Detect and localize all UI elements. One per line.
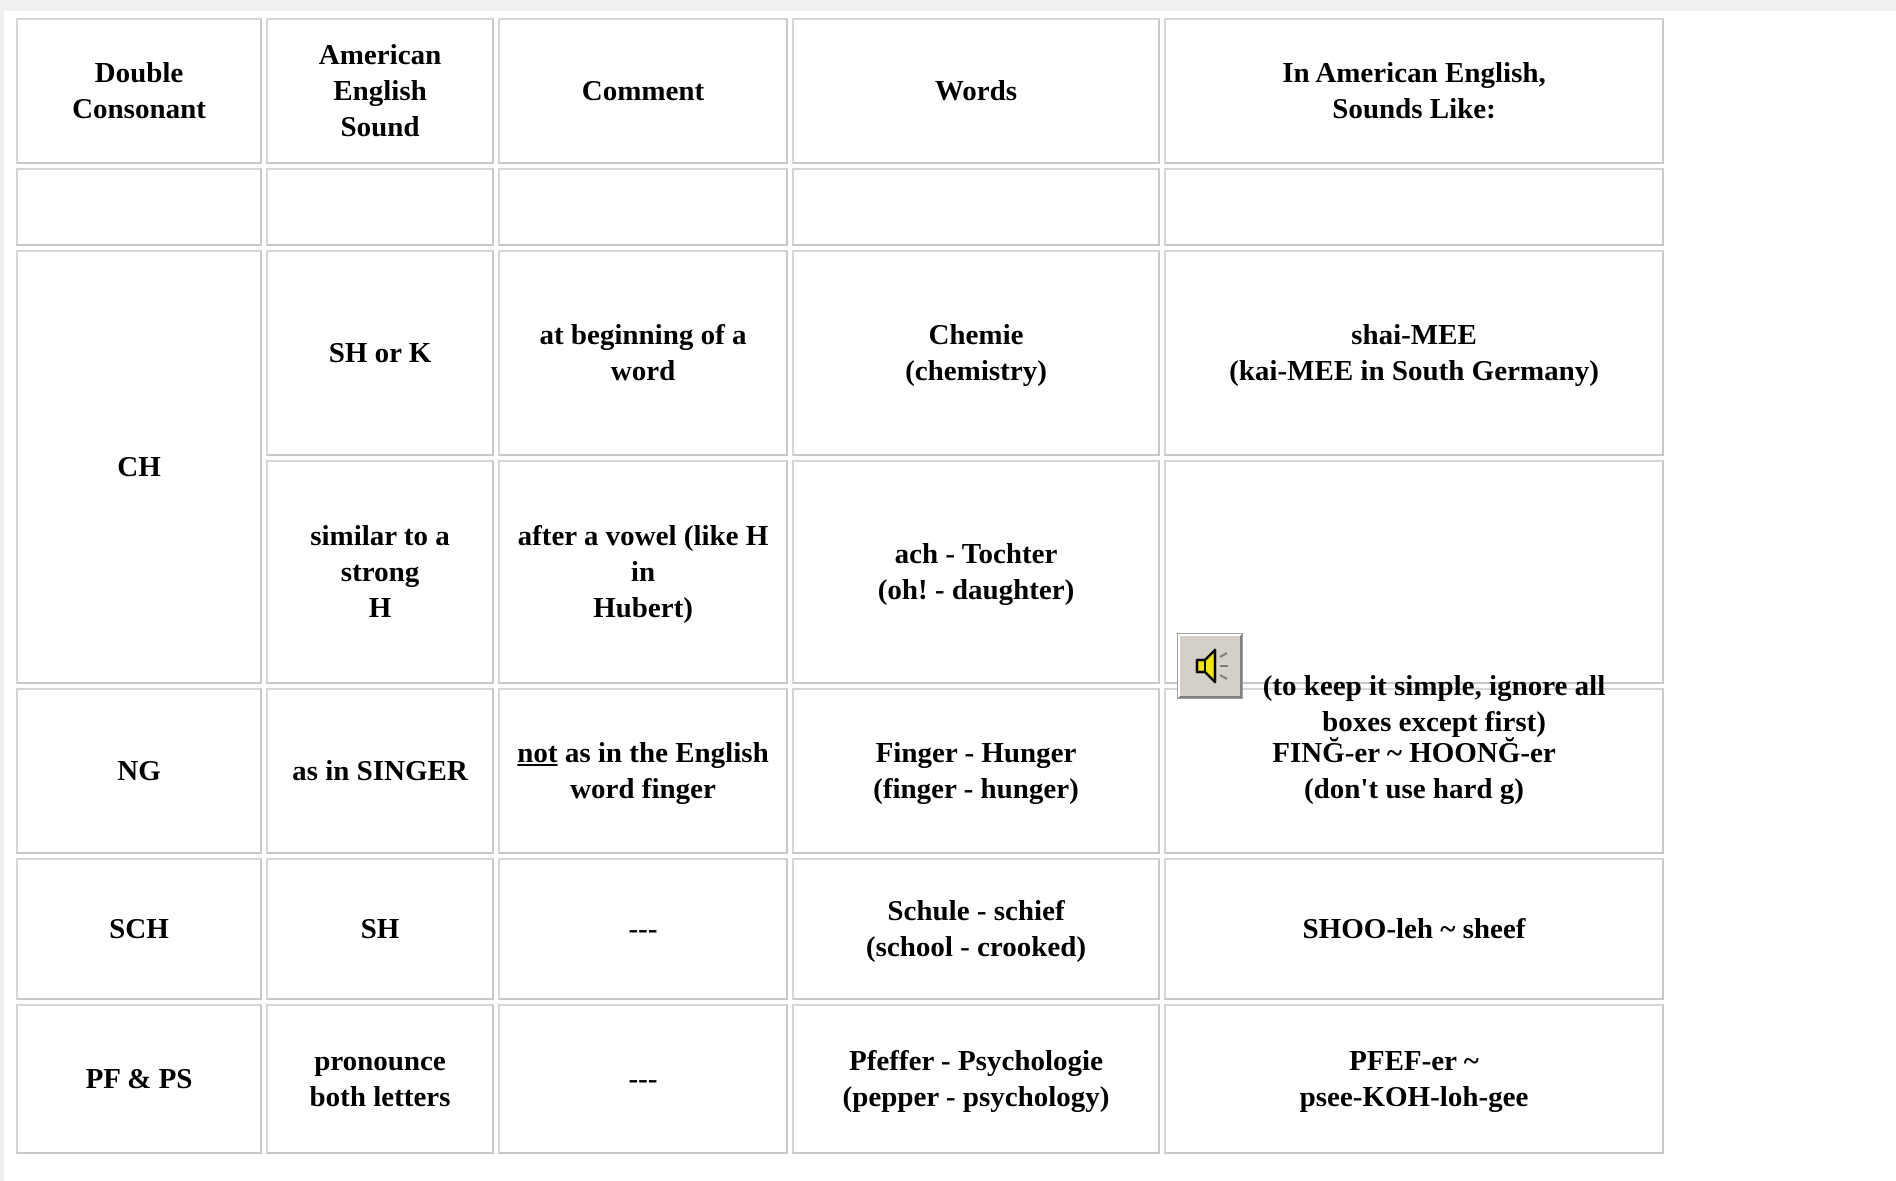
words-cell: Finger - Hunger (finger - hunger): [792, 688, 1160, 854]
header-sounds-like: In American English, Sounds Like:: [1164, 18, 1664, 164]
sound-cell: SH: [266, 858, 494, 1000]
sounds-like-cell: FINĞ-er ~ HOONĞ-er (don't use hard g): [1164, 688, 1664, 854]
consonant-ng: NG: [16, 688, 262, 854]
table-row-ch-b: [16, 460, 1664, 684]
sound-cell: SH or K: [266, 250, 494, 456]
sound-cell: similar to a strong H: [266, 460, 494, 684]
comment-cell: ---: [498, 1004, 788, 1154]
sounds-like-cell: PFEF-er ~ psee-KOH-loh-gee: [1164, 1004, 1664, 1154]
sound-note: (to keep it simple, ignore all boxes except first): [1262, 670, 1606, 738]
empty-cell: [498, 168, 788, 246]
consonant-sch: SCH: [16, 858, 262, 1000]
header-row: [16, 18, 1664, 164]
sounds-like-cell: shai-MEE (kai-MEE in South Germany): [1164, 250, 1664, 456]
left-frame-bar: [0, 0, 4, 1181]
sound-cell: pronounce both letters: [266, 1004, 494, 1154]
not-emphasis: not: [517, 737, 558, 769]
comment-cell: after a vowel (like H in Hubert): [498, 460, 788, 684]
empty-cell: [266, 168, 494, 246]
speaker-icon: [1187, 643, 1233, 689]
empty-cell: [792, 168, 1160, 246]
sound-cell: as in SINGER: [266, 688, 494, 854]
words-cell: Schule - schief (school - crooked): [792, 858, 1160, 1000]
top-frame-bar: [0, 0, 1896, 11]
comment-cell: ---: [498, 858, 788, 1000]
table-row-sch: [16, 858, 1664, 1000]
comment-cell: not as in the English word finger: [498, 688, 788, 854]
consonant-ch: CH: [16, 250, 262, 684]
empty-row: [16, 168, 1664, 246]
sounds-like-cell: SHOO-leh ~ sheef: [1164, 858, 1664, 1000]
play-sound-button[interactable]: [1178, 634, 1242, 698]
header-comment: Comment: [498, 18, 788, 164]
header-american-english-sound: American English Sound: [266, 18, 494, 164]
empty-cell: [16, 168, 262, 246]
words-cell: ach - Tochter (oh! - daughter): [792, 460, 1160, 684]
header-double-consonant: Double Consonant: [16, 18, 262, 164]
words-cell: Chemie (chemistry): [792, 250, 1160, 456]
pronunciation-table: [12, 14, 1668, 1158]
table-row-ch-a: [16, 250, 1664, 456]
words-cell: Pfeffer - Psychologie (pepper - psychology): [792, 1004, 1160, 1154]
comment-cell: at beginning of a word: [498, 250, 788, 456]
empty-cell: [1164, 168, 1664, 246]
consonant-pf: PF & PS: [16, 1004, 262, 1154]
header-words: Words: [792, 18, 1160, 164]
sounds-like-cell: [1164, 460, 1664, 738]
table-row-pf: [16, 1004, 1664, 1154]
